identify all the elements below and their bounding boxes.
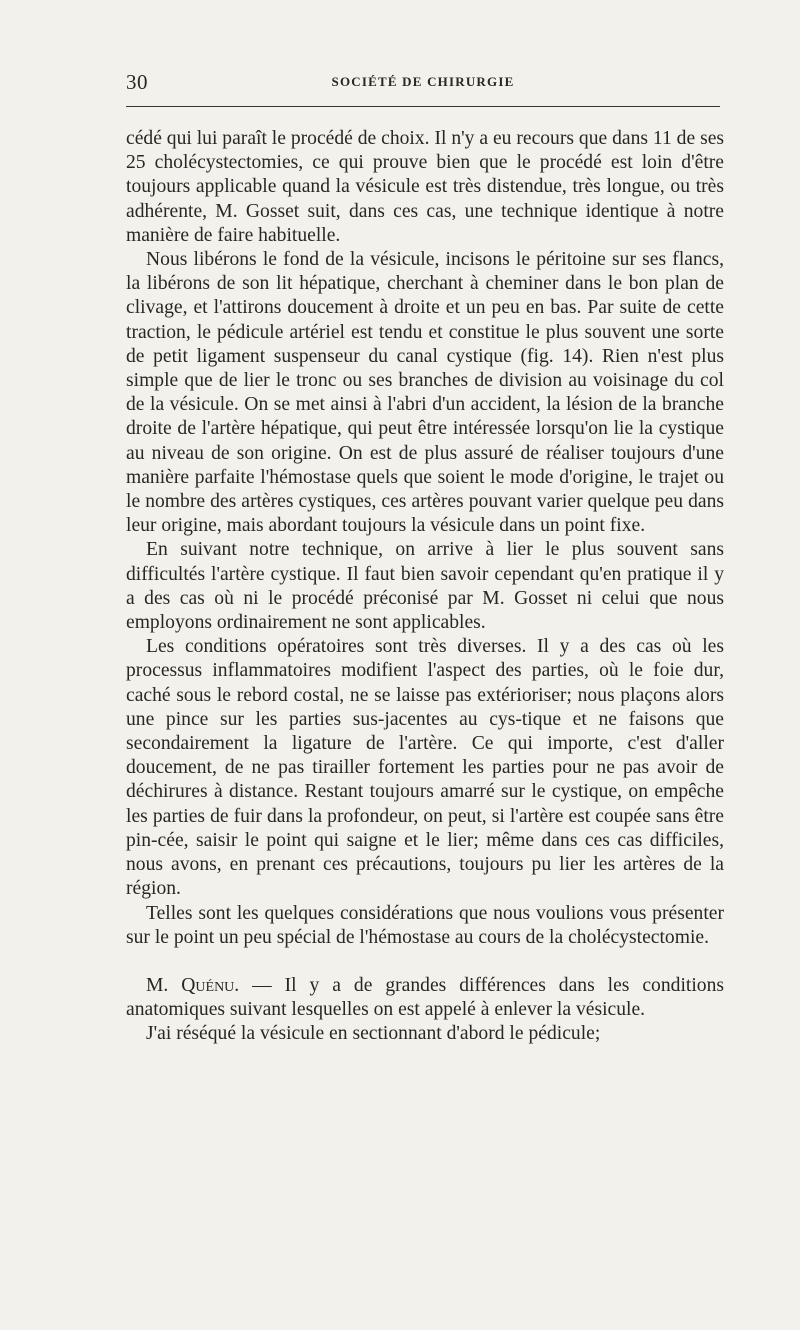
page-header — [126, 70, 720, 96]
body-text — [126, 127, 724, 1047]
speaker-paragraph — [126, 974, 724, 1022]
paragraph: Nous libérons le fond de la vésicule, incisons le péritoine sur ses flancs, la libérons de son lit hépatique, cherchant à cheminer dans le bon plan de clivage, et l'attirons doucement à droite et un peu en bas. Par suite de cette traction, le pédicule artériel est tendu et constitue le plus souvent une sorte de petit ligament suspenseur du canal cystique (fig. 14). Rien n'est plus simple que de lier le tronc ou ses branches de division au voisinage du col de la vésicule. On se met ainsi à l'abri d'un accident, la lésion de la branche droite de l'artère hépatique, qui peut être intéressée lorsqu'on lie la cystique au niveau de son origine. On est de plus assuré de réaliser toujours d'une manière parfaite l'hémostase quels que soient le mode d'origine, le trajet ou le nombre des artères cystiques, ces artères pouvant varier quelque peu dans leur origine, mais abordant toujours la vésicule dans un point fixe. — [126, 249, 724, 537]
speaker-separator: — — [239, 974, 285, 996]
paragraph: En suivant notre technique, on arrive à lier le plus souvent sans difficultés l'artère cystique. Il faut bien savoir cependant qu'en pratique il y a des cas où ni le procédé préconisé par M. Gosset ni celui que nous employons ordinairement ne sont applicables. — [126, 539, 724, 634]
running-title: SOCIÉTÉ DE CHIRURGIE — [331, 74, 515, 89]
speaker-text: Il y a de grandes différences dans les conditions anatomiques suivant lesquelles on est appelé à enlever la vésicule. — [126, 974, 724, 1021]
paragraph: Telles sont les quelques considérations que nous voulions vous présenter sur le point un peu spécial de l'hémostase au cours de la cholécystectomie. — [126, 902, 724, 948]
speaker-name: M. Quénu. — [146, 974, 240, 996]
paragraph: Les conditions opératoires sont très diverses. Il y a des cas où les processus inflammatoires modifient l'aspect des parties, où le foie dur, caché sous le rebord costal, ne se laisse pas extérioriser; nous plaçons alors une pince sur les parties sus-jacentes au cys-tique et ne faisons que secondairement la ligature de l'artère. Ce qui importe, c'est d'aller doucement, de ne pas tirailler fortement les parties pour ne pas avoir de déchirures à distance. Restant toujours amarré sur le cystique, on empêche les parties de fuir dans la profondeur, on peut, si l'artère est coupée sans être pin-cée, saisir le point qui saigne et le lier; même dans ces cas difficiles, nous avons, en prenant ces précautions, toujours pu lier les artères de la région. — [126, 636, 724, 900]
paragraph-continued: cédé qui lui paraît le procédé de choix. Il n'y a eu recours que dans 11 de ses 25 cholécystectomies, ce qui prouve bien que le procédé est loin d'être toujours applicable quand la vésicule est très distendue, très longue, ou très adhérente, M. Gosset suit, dans ces cas, une technique identique à notre manière de faire habituelle. — [126, 128, 725, 246]
paragraph: J'ai réséqué la vésicule en sectionnant d'abord le pédicule; — [146, 1023, 601, 1045]
header-rule — [126, 106, 720, 107]
page-number: 30 — [126, 70, 148, 94]
